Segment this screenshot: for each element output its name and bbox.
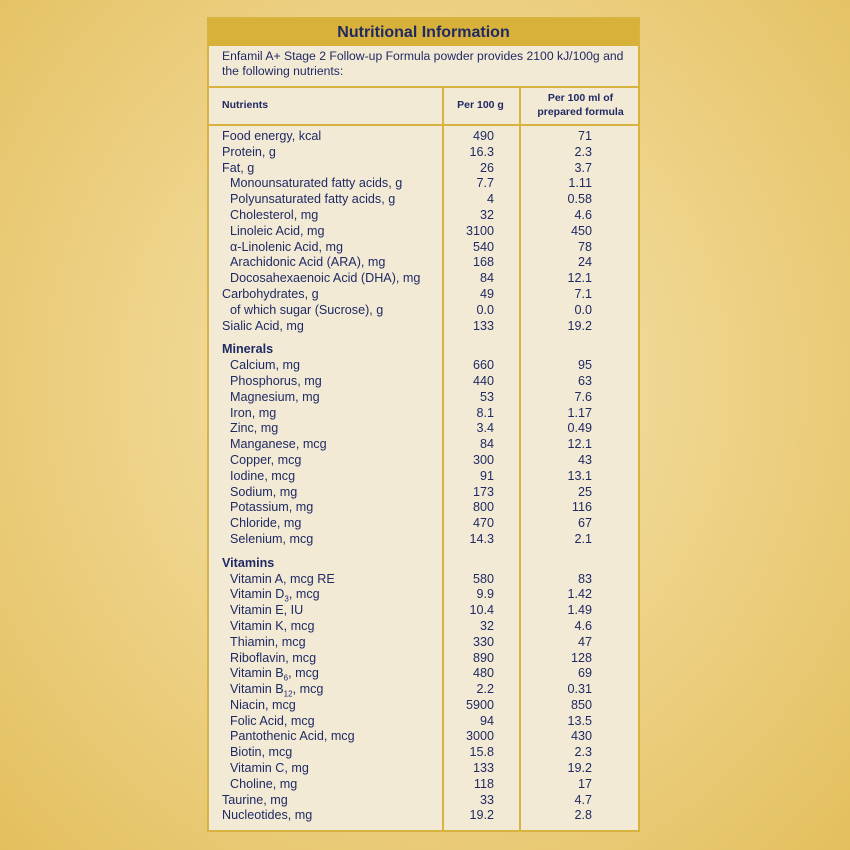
value-per-100g: 8.1: [476, 405, 494, 420]
nutrient-unit: , mcg: [288, 587, 320, 602]
table-row: [209, 319, 638, 335]
table-row: [209, 129, 638, 145]
nutrient-unit: , mcg: [292, 682, 324, 697]
value-per-100g: 118: [473, 776, 494, 791]
table-row: [209, 603, 638, 619]
table-row: [209, 516, 638, 532]
table-row: [209, 745, 638, 761]
table-row: [209, 390, 638, 406]
value-per-100ml: 67: [577, 516, 592, 531]
nutrient-name-base: Vitamin B: [230, 682, 284, 697]
table-row: [209, 532, 638, 548]
value-per-100ml: 7.6: [574, 389, 592, 404]
nutrient-name: Vitamin E, IU: [230, 603, 304, 618]
value-per-100g: 0.0: [476, 302, 494, 317]
value-per-100g: 133: [472, 318, 494, 333]
value-per-100g: 33: [479, 792, 494, 807]
nutrient-name: Vitamin C, mg: [230, 761, 309, 776]
nutrient-name: [230, 666, 319, 682]
nutrient-name: Cholesterol, mg: [230, 207, 319, 222]
value-per-100ml: 13.1: [567, 468, 592, 483]
nutrient-unit: , mcg: [288, 666, 319, 681]
table-row: [209, 421, 638, 437]
value-per-100ml: 1.17: [567, 405, 592, 420]
value-per-100ml: 78: [577, 239, 592, 254]
value-per-100ml: 83: [577, 571, 592, 586]
value-per-100g: 480: [472, 666, 494, 681]
table-row: [209, 469, 638, 485]
nutrient-name-base: Vitamin D: [230, 587, 285, 602]
nutrient-name: Monounsaturated fatty acids, g: [230, 176, 403, 191]
table-row: [209, 572, 638, 588]
value-per-100ml: 4.7: [574, 792, 592, 807]
value-per-100g: 3.4: [476, 421, 494, 436]
table-row: [209, 485, 638, 501]
table-row: [209, 224, 638, 240]
table-row: [209, 698, 638, 714]
nutrient-name: Thiamin, mcg: [230, 634, 306, 649]
value-per-100g: 330: [472, 634, 494, 649]
value-per-100g: 14.3: [469, 531, 494, 546]
value-per-100ml: 43: [577, 452, 592, 467]
table-row: [209, 271, 638, 287]
value-per-100ml: 1.49: [567, 603, 592, 618]
value-per-100ml: 2.1: [574, 531, 592, 546]
table-row: [209, 176, 638, 192]
nutrient-name: Sialic Acid, mg: [222, 318, 304, 333]
value-per-100g: 15.8: [469, 745, 494, 760]
value-per-100ml: 24: [577, 255, 592, 270]
table-row: [209, 729, 638, 745]
table-row: [209, 777, 638, 793]
value-per-100g: 32: [479, 207, 494, 222]
nutrient-name: Magnesium, mg: [230, 389, 320, 404]
value-per-100ml: 0.49: [567, 421, 592, 436]
table-row: [209, 793, 638, 809]
header-per-100g: Per 100 g: [457, 99, 504, 111]
nutrient-name: Potassium, mg: [230, 500, 314, 515]
nutrient-name: of which sugar (Sucrose), g: [230, 302, 384, 317]
value-per-100g: 133: [472, 761, 494, 776]
table-row: [209, 714, 638, 730]
value-per-100g: 470: [472, 516, 494, 531]
value-per-100g: 5900: [465, 697, 494, 712]
nutrient-name: Docosahexaenoic Acid (DHA), mg: [230, 271, 421, 286]
table-row: [209, 437, 638, 453]
value-per-100ml: 0.58: [567, 192, 592, 207]
table-row: [209, 808, 638, 824]
nutrient-name: Copper, mcg: [230, 452, 302, 467]
nutrient-name: Selenium, mcg: [230, 531, 314, 546]
value-per-100ml: 25: [577, 484, 592, 499]
intro-text: Enfamil A+ Stage 2 Follow-up Formula powder provides 2100 kJ/100g and the following nutrients:: [222, 49, 624, 78]
table-row: [209, 500, 638, 516]
nutrient-name: Calcium, mg: [230, 358, 300, 373]
value-per-100ml: 13.5: [567, 713, 592, 728]
nutrient-name: Vitamin A, mcg RE: [230, 571, 335, 586]
nutrient-subscript: 3: [284, 594, 289, 604]
nutrient-name: Pantothenic Acid, mcg: [230, 729, 355, 744]
value-per-100g: 173: [472, 484, 494, 499]
value-per-100g: 490: [472, 129, 494, 143]
nutrient-name: Fat, g: [222, 160, 255, 175]
value-per-100ml: 12.1: [567, 271, 592, 286]
value-per-100g: 3100: [465, 223, 494, 238]
table-row: [209, 374, 638, 390]
nutrient-name: Choline, mg: [230, 776, 298, 791]
value-per-100ml: 450: [570, 223, 592, 238]
table-row: [209, 287, 638, 303]
table-row: [209, 161, 638, 177]
table-row: [209, 303, 638, 319]
section-heading: [209, 556, 638, 572]
table-row: [209, 761, 638, 777]
value-per-100ml: 7.1: [574, 286, 592, 301]
table-row: [209, 666, 638, 682]
value-per-100g: 16.3: [469, 144, 494, 159]
value-per-100g: 91: [479, 468, 494, 483]
value-per-100g: 660: [472, 358, 494, 373]
nutrient-name: Phosphorus, mg: [230, 373, 322, 388]
value-per-100g: 10.4: [469, 603, 494, 618]
nutrient-name: Arachidonic Acid (ARA), mg: [230, 255, 386, 270]
nutrient-name: Linoleic Acid, mg: [230, 223, 325, 238]
nutrient-name: Vitamin K, mcg: [230, 618, 315, 633]
table-row: [209, 651, 638, 667]
nutrient-name: Polyunsaturated fatty acids, g: [230, 192, 396, 207]
nutrient-name: Sodium, mg: [230, 484, 298, 499]
nutrient-name-base: Vitamin B: [230, 666, 284, 681]
nutrient-name: Carbohydrates, g: [222, 286, 319, 301]
table-row: [209, 208, 638, 224]
value-per-100g: 3000: [465, 729, 494, 744]
value-per-100g: 7.7: [476, 176, 494, 191]
nutrient-name: Riboflavin, mcg: [230, 650, 317, 665]
value-per-100g: 19.2: [469, 808, 494, 823]
nutrient-name: Iron, mg: [230, 405, 277, 420]
nutrient-name: Niacin, mcg: [230, 697, 296, 712]
value-per-100g: 168: [472, 255, 494, 270]
value-per-100ml: 128: [570, 650, 592, 665]
nutrient-name: Taurine, mg: [222, 792, 288, 807]
nutrient-name: Iodine, mcg: [230, 468, 296, 483]
value-per-100g: 32: [479, 618, 494, 633]
value-per-100g: 800: [472, 500, 494, 515]
nutrient-name: α-Linolenic Acid, mg: [230, 239, 343, 254]
value-per-100g: 84: [479, 437, 494, 452]
value-per-100ml: 1.42: [567, 587, 592, 602]
value-per-100ml: 19.2: [567, 318, 592, 333]
nutrient-name: Food energy, kcal: [222, 129, 322, 143]
value-per-100g: 890: [472, 650, 494, 665]
value-per-100ml: 3.7: [574, 160, 592, 175]
table-row: [209, 255, 638, 271]
nutrient-name: Folic Acid, mcg: [230, 713, 315, 728]
value-per-100ml: 850: [570, 697, 592, 712]
value-per-100g: 9.9: [476, 587, 494, 602]
header-per-100ml-line2: prepared formula: [537, 106, 624, 118]
nutrient-name: Chloride, mg: [230, 516, 302, 531]
value-per-100ml: 12.1: [567, 437, 592, 452]
value-per-100ml: 95: [577, 358, 592, 373]
value-per-100g: 4: [486, 192, 494, 207]
nutrient-name: Manganese, mcg: [230, 437, 327, 452]
value-per-100ml: 0.0: [574, 302, 592, 317]
nutrient-subscript: 6: [283, 673, 289, 683]
table-row: [209, 192, 638, 208]
value-per-100ml: 116: [571, 500, 592, 515]
table-row: [209, 453, 638, 469]
value-per-100ml: 1.11: [568, 176, 592, 191]
value-per-100g: 94: [479, 713, 494, 728]
value-per-100ml: 47: [577, 634, 592, 649]
value-per-100ml: 19.2: [567, 761, 592, 776]
nutrition-panel: [207, 17, 640, 832]
header-nutrients: Nutrients: [222, 99, 269, 111]
value-per-100ml: 4.6: [574, 207, 592, 222]
table-row: [209, 619, 638, 635]
value-per-100ml: 69: [577, 666, 592, 681]
value-per-100ml: 17: [577, 776, 592, 791]
panel-title: Nutritional Information: [209, 19, 638, 46]
value-per-100ml: 4.6: [574, 618, 592, 633]
section-heading: [209, 342, 638, 358]
nutrient-table: [209, 129, 638, 824]
row-spacer: [209, 548, 638, 556]
value-per-100ml: 430: [570, 729, 592, 744]
value-per-100ml: 71: [577, 129, 592, 143]
nutrient-name: [230, 682, 323, 698]
value-per-100ml: 0.31: [567, 682, 592, 697]
header-rule-top: [209, 86, 638, 88]
row-spacer: [209, 334, 638, 342]
value-per-100g: 26: [479, 160, 494, 175]
section-label: Minerals: [222, 342, 274, 357]
nutrient-name: Zinc, mg: [230, 421, 279, 436]
nutrient-name: Protein, g: [222, 144, 276, 159]
nutrient-subscript: 12: [283, 689, 293, 699]
nutrient-name: [230, 587, 320, 603]
value-per-100g: 440: [472, 373, 494, 388]
table-row: [209, 682, 638, 698]
value-per-100g: 84: [479, 271, 494, 286]
header-per-100ml-line1: Per 100 ml of: [547, 92, 614, 104]
table-row: [209, 240, 638, 256]
nutrient-name: Biotin, mcg: [230, 745, 293, 760]
value-per-100g: 300: [472, 452, 494, 467]
section-label: Vitamins: [222, 555, 275, 570]
nutrient-name: Nucleotides, mg: [222, 808, 313, 823]
value-per-100ml: 2.3: [574, 745, 592, 760]
header-per-100ml: [521, 91, 640, 119]
table-row: [209, 406, 638, 422]
table-row: [209, 145, 638, 161]
value-per-100g: 2.2: [476, 682, 494, 697]
value-per-100ml: 2.8: [574, 808, 592, 823]
table-row: [209, 635, 638, 651]
table-row: [209, 587, 638, 603]
value-per-100g: 49: [479, 286, 494, 301]
value-per-100g: 53: [479, 389, 494, 404]
value-per-100g: 540: [472, 239, 494, 254]
value-per-100g: 580: [472, 571, 494, 586]
header-rule-bottom: [209, 124, 638, 126]
value-per-100ml: 63: [577, 373, 592, 388]
value-per-100ml: 2.3: [574, 144, 592, 159]
table-row: [209, 358, 638, 374]
